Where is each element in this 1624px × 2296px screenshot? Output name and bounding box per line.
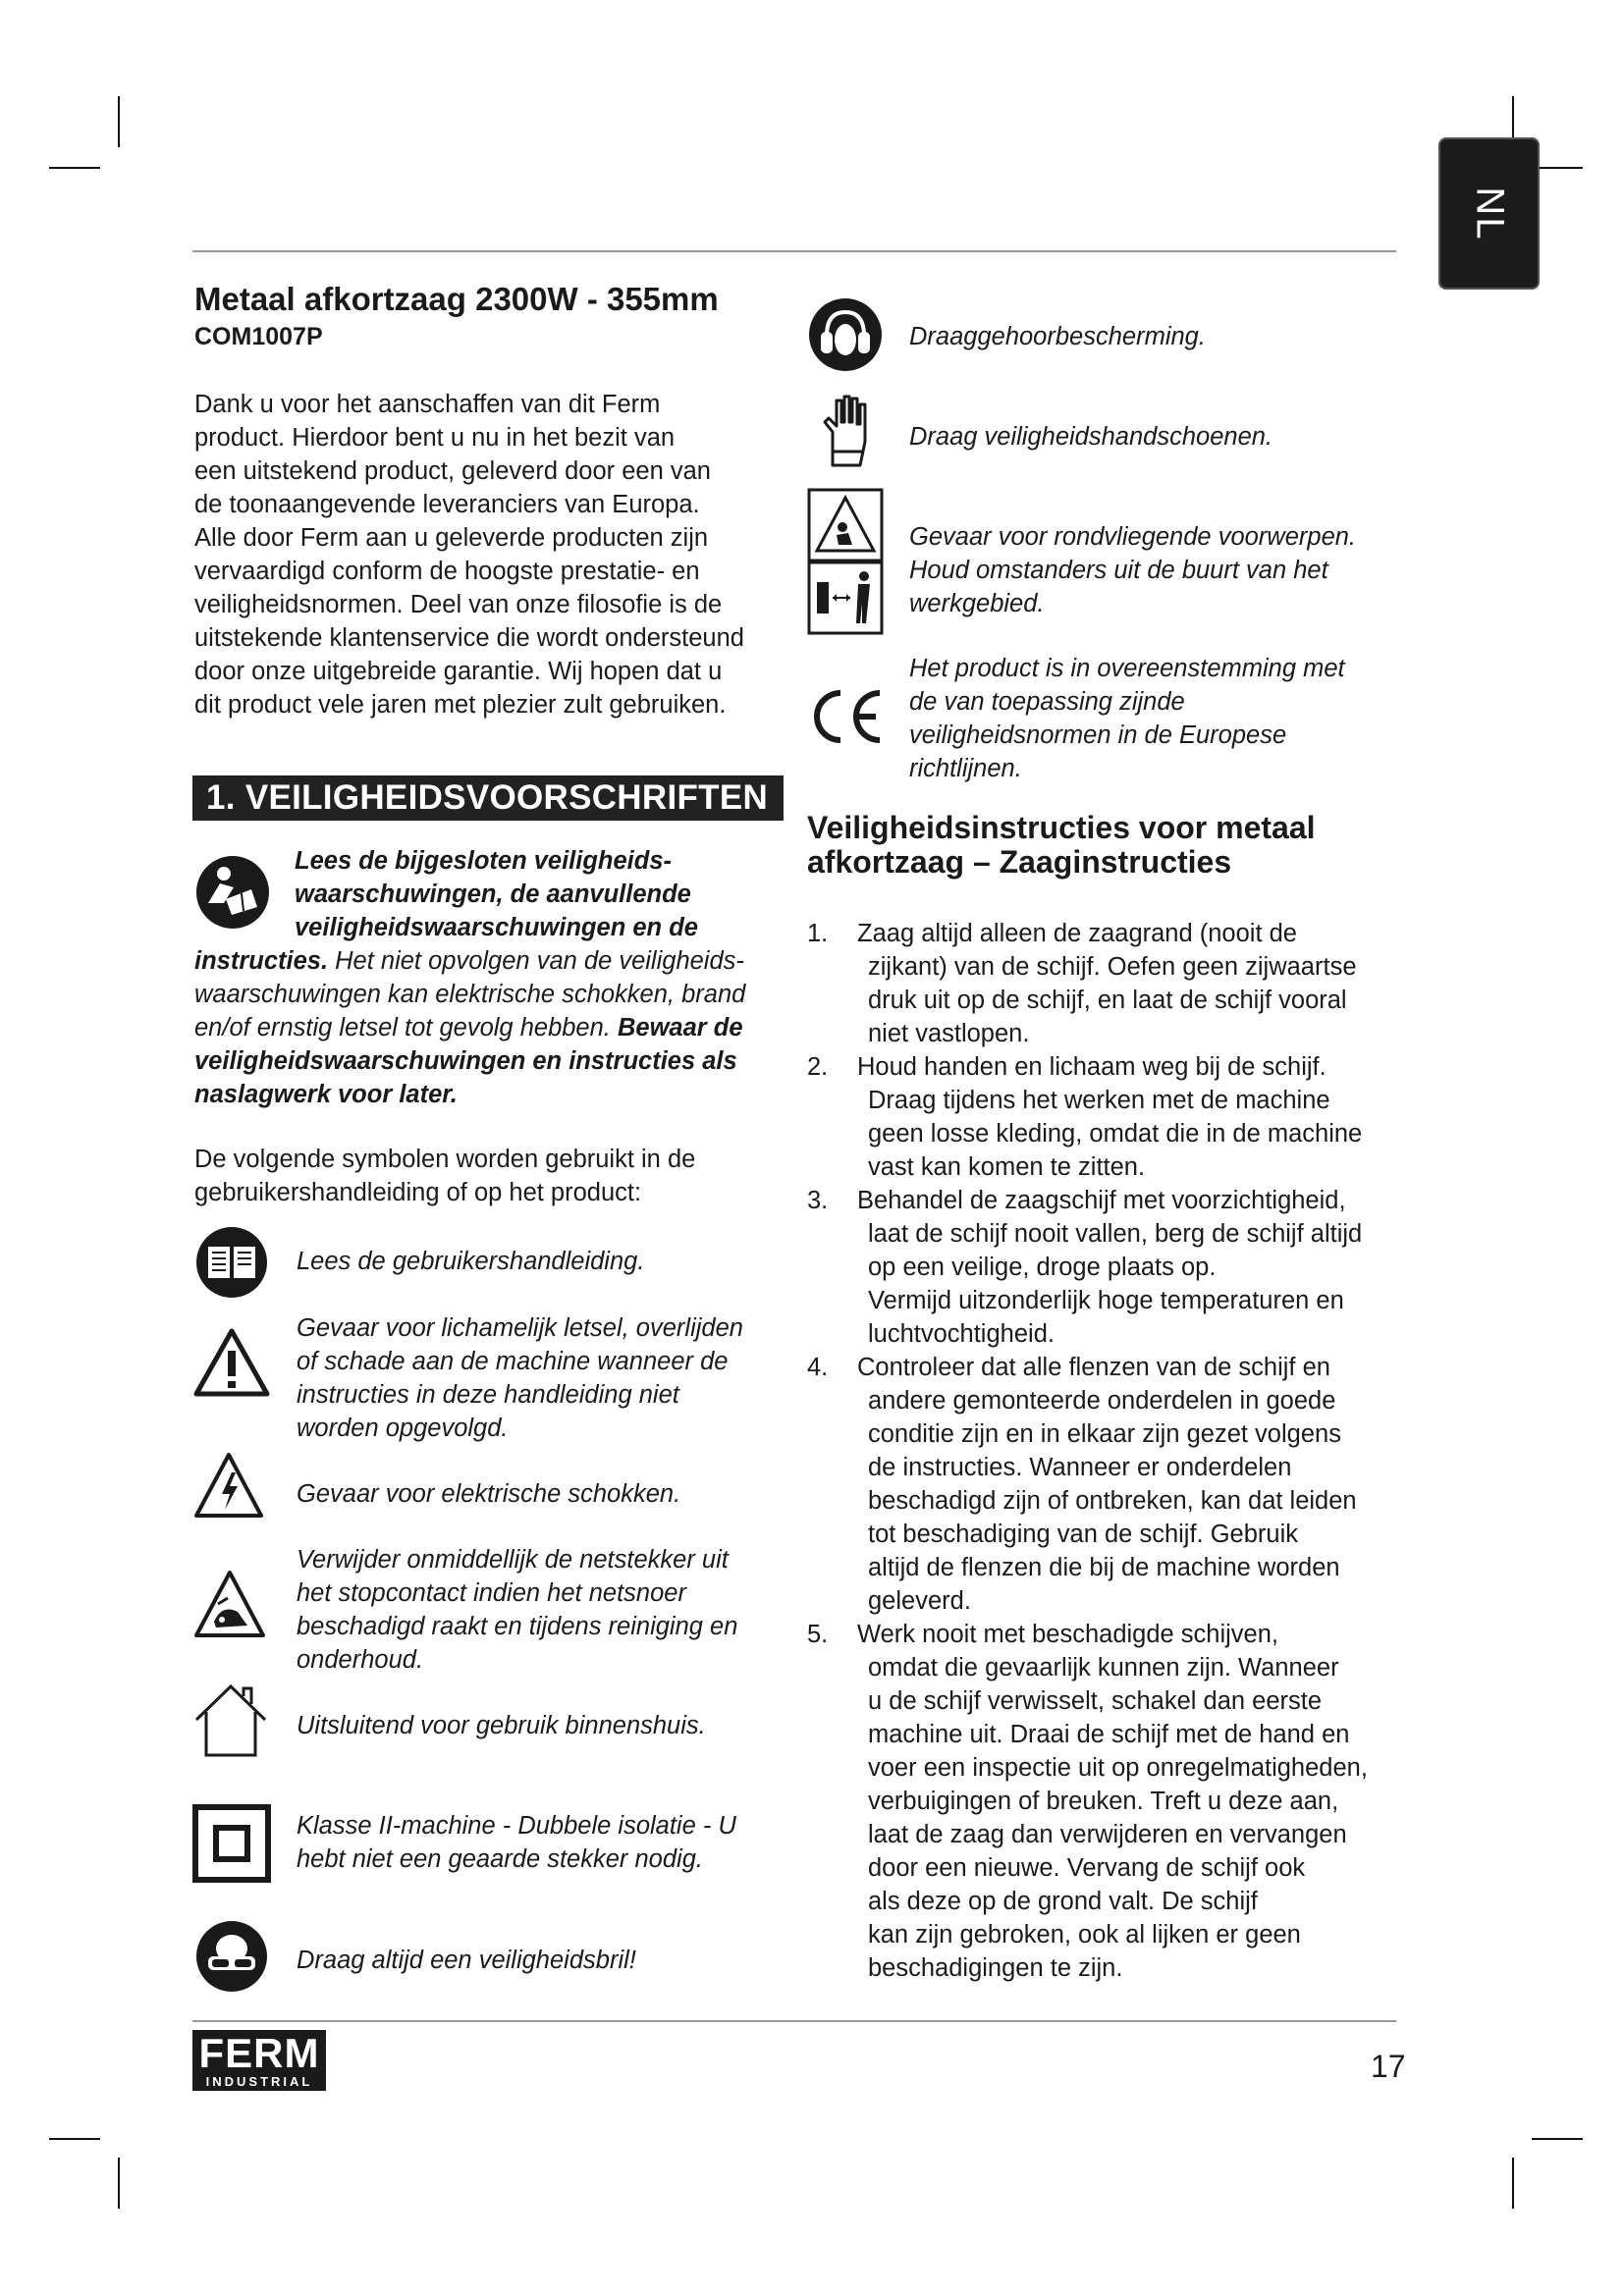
list-item	[857, 1184, 1362, 1351]
list-line: omdat die gevaarlijk kunnen zijn. Wanneer	[868, 1654, 1339, 1682]
symbol-text	[297, 1477, 680, 1511]
symbol-text	[297, 1944, 636, 1977]
logo-sub-text: INDUSTRIAL	[205, 2074, 313, 2089]
model-number: COM1007P	[194, 323, 323, 350]
intro-line: dit product vele jaren met plezier zult gebruiken.	[194, 691, 727, 719]
crop-mark	[1532, 2138, 1583, 2140]
crop-mark	[118, 2158, 120, 2209]
symbol-line: Lees de gebruikershandleiding.	[297, 1248, 645, 1275]
instructions-heading	[807, 811, 1316, 880]
list-line: op een veilige, droge plaats op.	[868, 1254, 1217, 1281]
symbol-text	[909, 420, 1272, 454]
symbol-line: Gevaar voor lichamelijk letsel, overlijden	[297, 1314, 743, 1342]
list-line: geen losse kleding, omdat die in de machine	[868, 1120, 1363, 1148]
list-number: 4.	[807, 1354, 829, 1381]
symbol-text	[297, 1543, 737, 1677]
intro-line: Dank u voor het aanschaffen van dit Ferm	[194, 391, 661, 418]
symbol-line: veiligheidsnormen in de Europese	[909, 721, 1287, 749]
symbol-line: worden opgevolgd.	[297, 1415, 509, 1442]
page-title: Metaal afkortzaag 2300W - 355mm	[194, 281, 719, 317]
list-line: niet vastlopen.	[868, 1020, 1030, 1047]
unplug-icon	[192, 1569, 267, 1639]
list-item	[857, 1618, 1368, 1985]
warning-bold-text: Lees de bijgesloten veiligheids-	[295, 847, 673, 875]
warning-line	[194, 844, 793, 878]
symbol-line: richtlijnen.	[909, 755, 1022, 782]
intro-line: de toonaangevende leveranciers van Europa.	[194, 491, 700, 518]
list-line: vast kan komen te zitten.	[868, 1153, 1146, 1181]
warning-line	[194, 1011, 793, 1044]
symbol-text	[297, 1809, 736, 1876]
list-line: Vermijd uitzonderlijk hoge temperaturen en	[868, 1287, 1344, 1314]
ferm-logo	[192, 2030, 326, 2091]
list-line: door een nieuwe. Vervang de schijf ook	[868, 1854, 1306, 1882]
list-line: Houd handen en lichaam weg bij de schijf.	[857, 1053, 1326, 1081]
logo-main-text: FERM	[198, 2030, 320, 2076]
intro-line: Alle door Ferm aan u geleverde producten zijn	[194, 524, 709, 552]
intro-line: door onze uitgebreide garantie. Wij hopen dat u	[194, 658, 723, 685]
list-line: verbuigingen of breuken. Treft u deze aan,	[868, 1788, 1339, 1815]
list-line: Behandel de zaagschijf met voorzichtigheid,	[857, 1187, 1346, 1214]
symbol-line: Draaggehoorbescherming.	[909, 323, 1206, 350]
list-item	[857, 1050, 1362, 1184]
symbol-text	[297, 1311, 743, 1445]
list-line: machine uit. Draai de schijf met de hand en	[868, 1721, 1350, 1748]
list-number: 3.	[807, 1187, 829, 1214]
warning-bold-text: naslagwerk voor later.	[194, 1081, 458, 1108]
symbols-intro-line: gebruikershandleiding of op het product:	[194, 1179, 642, 1206]
list-line: kan zijn gebroken, ook al lijken er geen	[868, 1921, 1301, 1949]
warning-line	[194, 911, 793, 944]
warning-line	[194, 1078, 793, 1111]
list-line: laat de zaag dan verwijderen en vervangen	[868, 1821, 1347, 1848]
list-line: Zaag altijd alleen de zaagrand (nooit de	[857, 920, 1297, 947]
list-number: 1.	[807, 920, 829, 947]
list-line: Controleer dat alle flenzen van de schijf en	[857, 1354, 1330, 1381]
intro-line: vervaardigd conform de hoogste prestatie- en	[194, 558, 700, 585]
list-line: geleverd.	[868, 1587, 971, 1615]
list-item	[857, 917, 1357, 1050]
instructions-heading-line: afkortzaag – Zaaginstructies	[807, 844, 1232, 880]
symbol-line: Verwijder onmiddellijk de netstekker uit	[297, 1546, 729, 1574]
language-tab	[1438, 137, 1540, 290]
intro-line: een uitstekend product, geleverd door een van	[194, 457, 711, 485]
ear-protection-icon	[807, 296, 884, 373]
list-line: u de schijf verwisselt, schakel dan eerste	[868, 1687, 1323, 1715]
symbol-line: Het product is in overeenstemming met	[909, 655, 1345, 682]
warning-line	[194, 978, 793, 1011]
list-line: beschadigingen te zijn.	[868, 1954, 1123, 1982]
electric-shock-icon	[192, 1451, 265, 1520]
symbol-line: of schade aan de machine wanneer de	[297, 1348, 729, 1375]
symbols-intro-line: De volgende symbolen worden gebruikt in de	[194, 1146, 696, 1173]
warning-text: waarschuwingen kan elektrische schokken, brand	[194, 981, 746, 1008]
symbol-line: Draag altijd een veiligheidsbril!	[297, 1947, 636, 1974]
list-line: luchtvochtigheid.	[868, 1320, 1055, 1348]
list-line: laat de schijf nooit vallen, berg de schijf altijd	[868, 1220, 1363, 1248]
warning-line	[194, 944, 793, 978]
ce-mark-icon	[807, 687, 886, 746]
symbols-intro	[194, 1143, 695, 1209]
crop-mark	[49, 167, 100, 169]
symbol-line: het stopcontact indien het netsnoer	[297, 1579, 686, 1607]
crop-mark	[118, 96, 120, 147]
warning-triangle-icon	[192, 1327, 271, 1398]
list-item	[857, 1351, 1357, 1618]
instructions-heading-line: Veiligheidsinstructies voor metaal	[807, 810, 1316, 845]
symbol-line: Uitsluitend voor gebruik binnenshuis.	[297, 1712, 706, 1739]
list-line: voer een inspectie uit op onregelmatigheden,	[868, 1754, 1368, 1782]
symbol-line: onderhoud.	[297, 1646, 424, 1674]
list-line: als deze op de grond valt. De schijf	[868, 1888, 1258, 1915]
intro-line: product. Hierdoor bent u nu in het bezit van	[194, 424, 676, 452]
flying-objects-icon	[807, 488, 884, 635]
list-line: tot beschadiging van de schijf. Gebruik	[868, 1521, 1299, 1548]
manual-book-icon	[194, 1225, 269, 1300]
list-line: beschadigd zijn of ontbreken, kan dat leiden	[868, 1487, 1357, 1515]
top-divider	[192, 250, 1396, 252]
list-line: zijkant) van de schijf. Oefen geen zijwaartse	[868, 953, 1357, 981]
list-number: 2.	[807, 1053, 829, 1081]
language-tab-label: NL	[1468, 186, 1511, 241]
warning-line	[194, 1044, 793, 1078]
warning-paragraph	[194, 844, 793, 1111]
symbol-line: Gevaar voor elektrische schokken.	[297, 1480, 681, 1508]
symbol-text	[909, 520, 1356, 620]
warning-bold-text: instructies.	[194, 947, 329, 975]
symbol-line: instructies in deze handleiding niet	[297, 1381, 679, 1409]
list-line: conditie zijn en in elkaar zijn gezet volgens	[868, 1420, 1341, 1448]
crop-mark	[1512, 2158, 1514, 2209]
warning-line	[194, 878, 793, 911]
warning-bold-text: veiligheidswaarschuwingen en instructies als	[194, 1047, 737, 1075]
warning-text: Het niet opvolgen van de veiligheids-	[328, 947, 744, 975]
section-heading: 1. VEILIGHEIDSVOORSCHRIFTEN	[192, 775, 784, 821]
warning-bold-text: waarschuwingen, de aanvullende	[295, 881, 691, 908]
list-line: altijd de flenzen die bij de machine worden	[868, 1554, 1340, 1581]
symbol-line: Klasse II-machine - Dubbele isolatie - U	[297, 1812, 736, 1840]
list-line: Draag tijdens het werken met de machine	[868, 1087, 1330, 1114]
house-icon	[192, 1682, 269, 1759]
list-line: druk uit op de schijf, en laat de schijf vooral	[868, 987, 1347, 1014]
symbol-text	[909, 652, 1345, 785]
gloves-icon	[815, 393, 880, 467]
symbol-line: beschadigd raakt en tijdens reiniging en	[297, 1613, 738, 1640]
list-line: de instructies. Wanneer er onderdelen	[868, 1454, 1292, 1481]
intro-line: veiligheidsnormen. Deel van onze filosofie is de	[194, 591, 723, 618]
symbol-line: de van toepassing zijnde	[909, 688, 1185, 716]
symbol-line: werkgebied.	[909, 590, 1045, 617]
intro-line: uitstekende klantenservice die wordt ondersteund	[194, 624, 744, 652]
list-number: 5.	[807, 1621, 829, 1648]
warning-bold-text: Bewaar de	[610, 1014, 743, 1041]
crop-mark	[49, 2138, 100, 2140]
warning-text: en/of ernstig letsel tot gevolg hebben.	[194, 1014, 611, 1041]
symbol-line: hebt niet een geaarde stekker nodig.	[297, 1845, 703, 1873]
safety-glasses-icon	[194, 1919, 269, 1994]
symbol-line: Draag veiligheidshandschoenen.	[909, 423, 1273, 451]
list-line: andere gemonteerde onderdelen in goede	[868, 1387, 1336, 1415]
double-insulation-icon	[192, 1804, 271, 1883]
bottom-divider	[192, 2020, 1396, 2022]
list-line: Werk nooit met beschadigde schijven,	[857, 1621, 1279, 1648]
symbol-text	[909, 320, 1206, 353]
symbol-line: Houd omstanders uit de buurt van het	[909, 557, 1328, 584]
symbol-text	[297, 1709, 706, 1742]
symbol-line: Gevaar voor rondvliegende voorwerpen.	[909, 523, 1357, 551]
warning-bold-text: veiligheidswaarschuwingen en de	[295, 914, 698, 941]
intro-paragraph	[194, 388, 793, 721]
symbol-text	[297, 1245, 644, 1278]
page-number: 17	[1371, 2049, 1406, 2084]
